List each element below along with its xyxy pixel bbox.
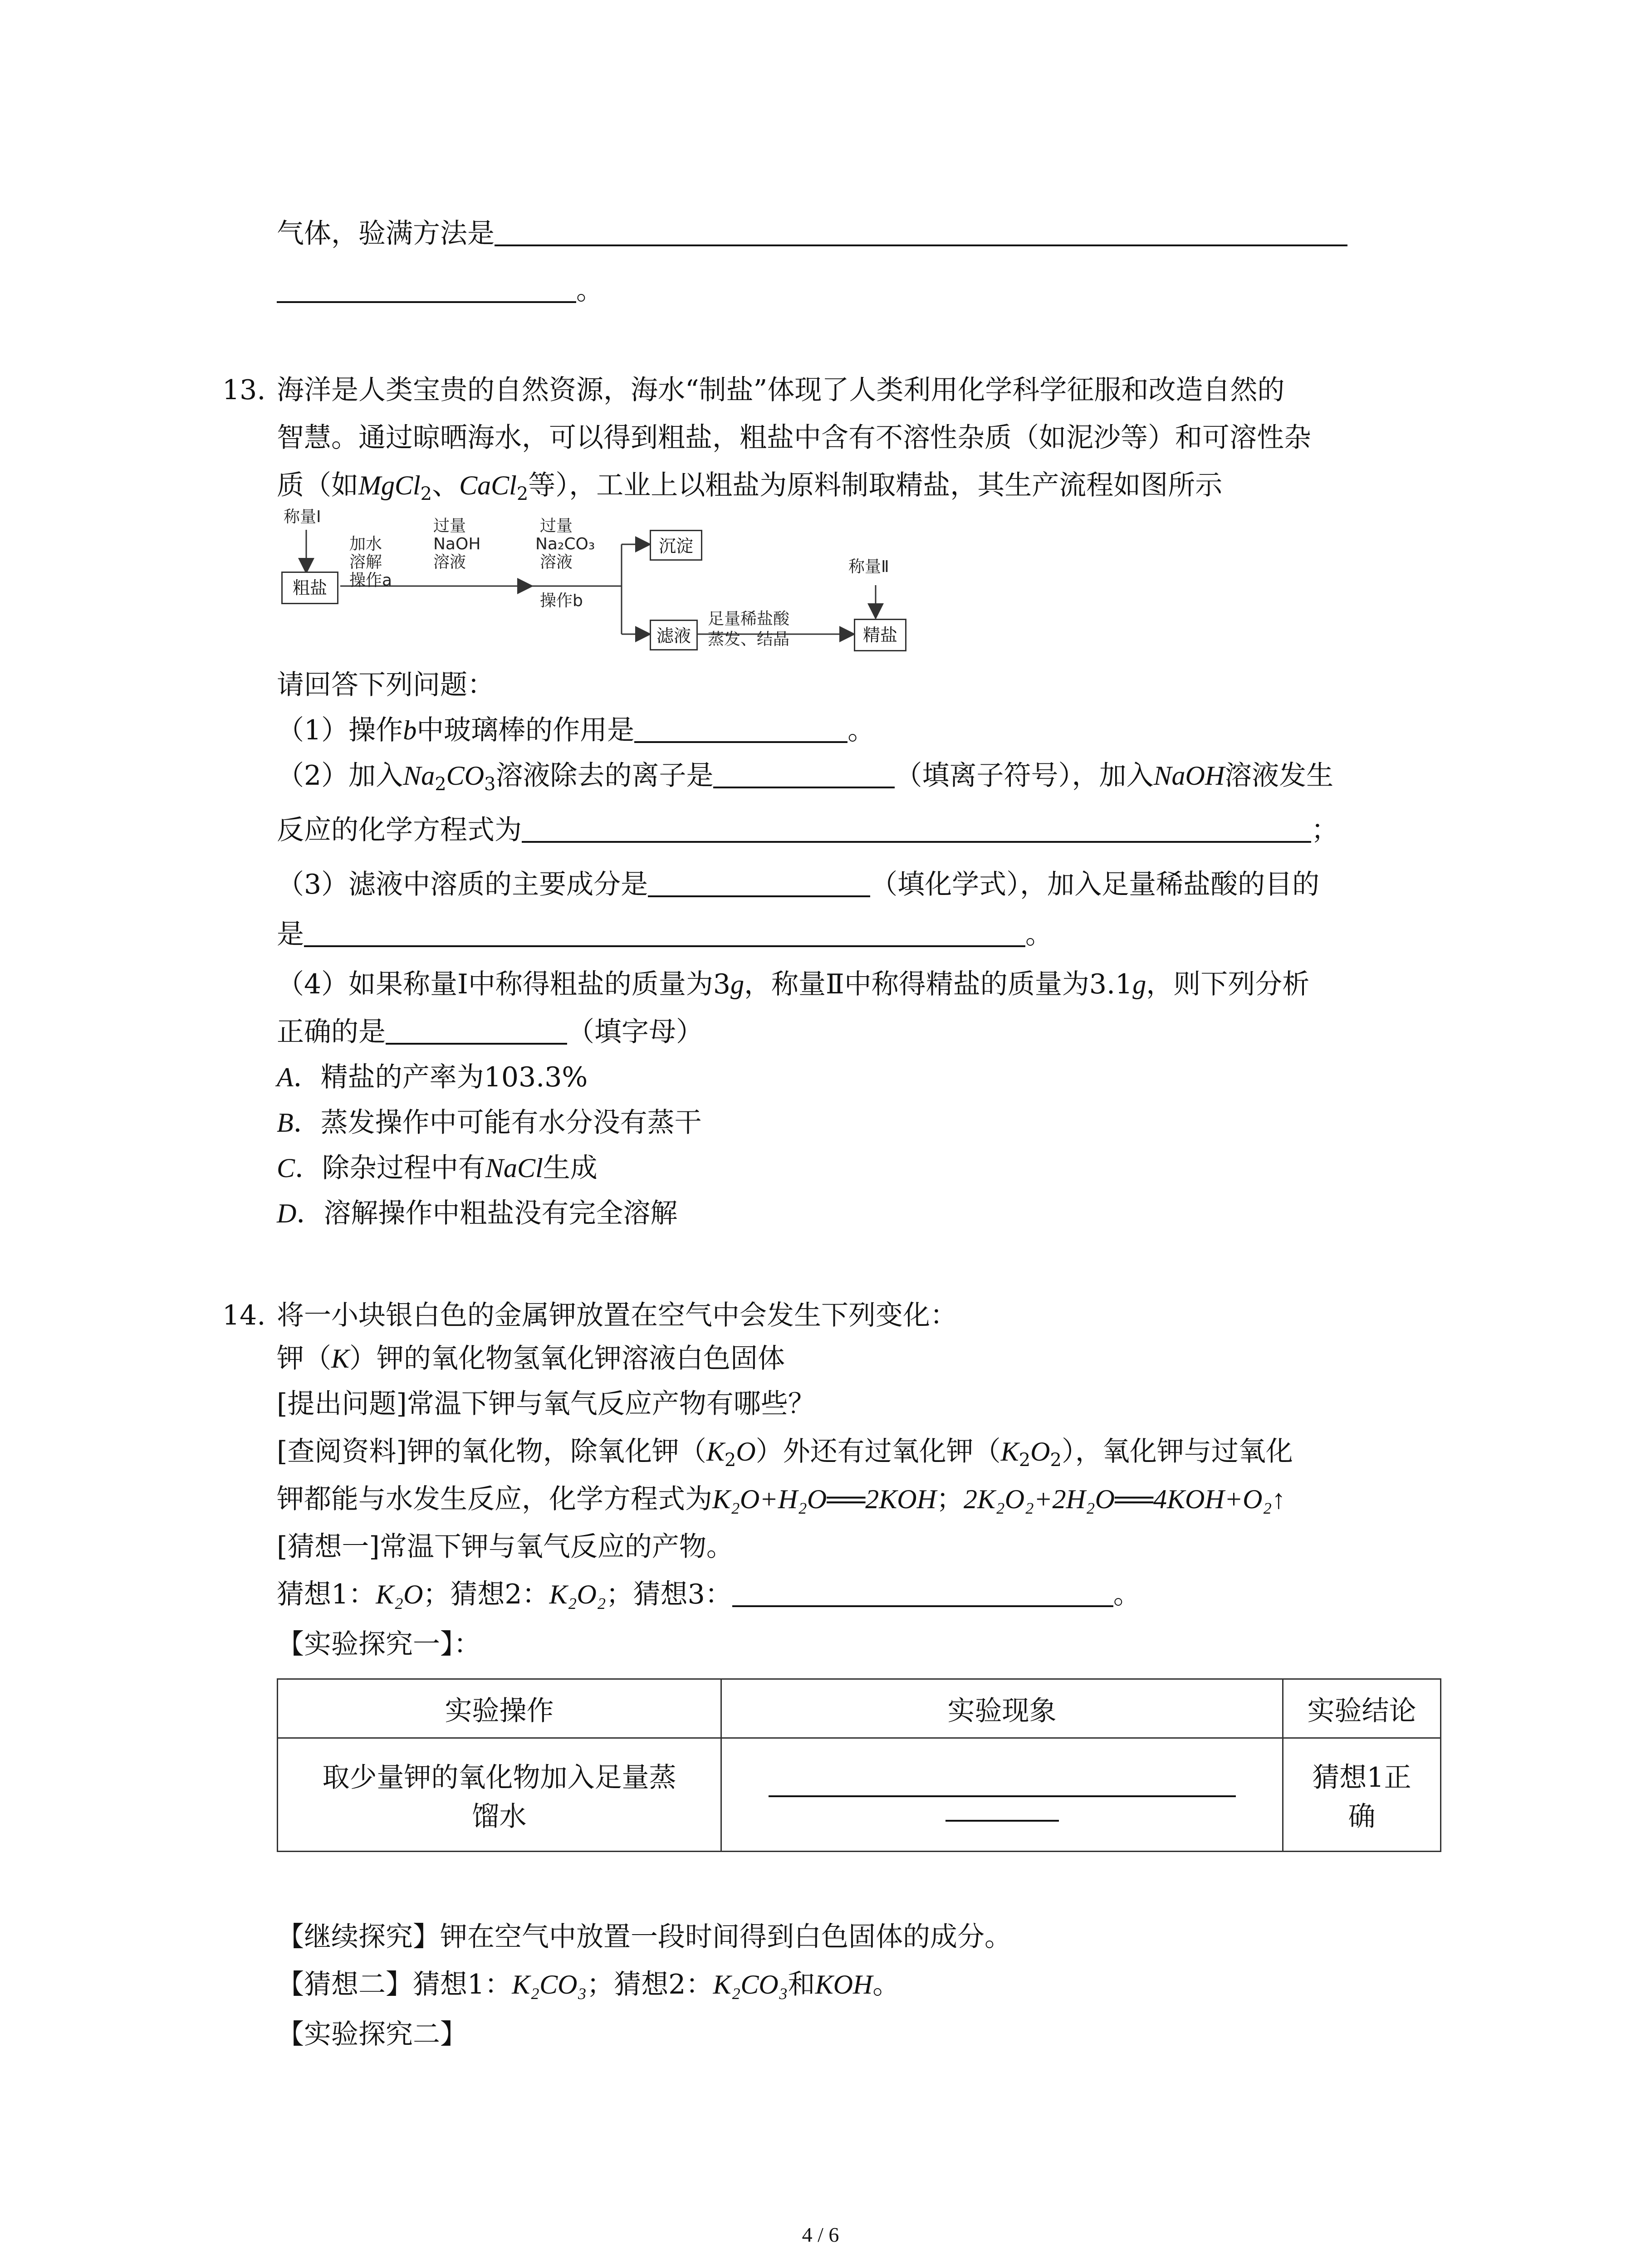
text: 和 <box>788 1969 815 2000</box>
step-label: 过量 <box>433 517 466 535</box>
q13-ask: 请回答下列问题： <box>277 669 495 701</box>
q13-para-1: 海洋是人类宝贵的自然资源，海水“制盐”体现了人类利用化学科学征服和改造自然的 <box>277 374 1285 406</box>
question-13-number: 13. <box>222 374 266 406</box>
formula: NaOH <box>1153 761 1225 791</box>
formula: CaCl <box>459 470 517 500</box>
step-label: 操作a <box>349 571 392 590</box>
refined-salt-box: 精盐 <box>854 619 906 651</box>
text: 。 <box>1113 1579 1141 1610</box>
text: 。 <box>576 274 603 306</box>
text: 猜想1： <box>277 1579 376 1610</box>
q13-sub-4-cont <box>277 1014 703 1050</box>
step-label: 溶液 <box>433 553 466 572</box>
text: 正确的是 <box>277 1016 386 1048</box>
crude-salt-box: 粗盐 <box>281 572 338 604</box>
text: ，则下列分析 <box>1146 968 1310 1000</box>
q13-sub-4 <box>277 966 1309 1002</box>
q14-para-8: 【继续探究】钾在空气中放置一段时间得到白色固体的成分。 <box>277 1921 1012 1953</box>
precipitate-box: 沉淀 <box>650 530 702 561</box>
text: ．精盐的产率为103.3% <box>293 1061 588 1093</box>
table-header: 实验现象 <box>721 1679 1283 1738</box>
text: ；猜想2： <box>423 1579 549 1610</box>
text: ．溶解操作中粗盐没有完全溶解 <box>296 1198 678 1229</box>
text: 。 <box>1025 919 1053 950</box>
q13-sub-3 <box>277 866 1319 903</box>
table-header: 实验结论 <box>1283 1679 1441 1738</box>
formula: K <box>331 1344 350 1374</box>
text: （4）如果称量Ⅰ中称得粗盐的质量为3 <box>277 968 731 1000</box>
conclusion-cell <box>1283 1738 1441 1852</box>
text: 取少量钾的氧化物加入足量蒸 <box>322 1761 676 1794</box>
filtrate-box: 滤液 <box>650 620 698 650</box>
q14-para-6: [猜想一]常温下钾与氧气反应的产物。 <box>277 1531 734 1563</box>
answer-blank[interactable] <box>648 867 870 897</box>
answer-blank[interactable] <box>277 273 576 303</box>
option-letter: B <box>277 1108 294 1138</box>
formula: K₂O₂ <box>549 1579 606 1609</box>
option-b <box>277 1105 702 1141</box>
step-label: 加水 <box>349 535 382 553</box>
q13-sub-3-cont <box>277 916 1053 953</box>
text: 、 <box>432 469 460 501</box>
phenomenon-cell <box>721 1738 1283 1852</box>
formula: O <box>1030 1437 1050 1466</box>
answer-blank[interactable] <box>304 917 1025 947</box>
text: （填离子符号），加入 <box>895 760 1154 792</box>
formula: CO <box>446 761 485 791</box>
text: ；猜想2： <box>587 1969 713 2000</box>
formula: K <box>706 1437 725 1466</box>
subscript: 2 <box>1050 1450 1062 1471</box>
subscript: 2 <box>420 484 432 504</box>
text: 质（如 <box>277 469 358 501</box>
text: 确 <box>1348 1800 1376 1833</box>
text: 【猜想二】猜想1： <box>277 1969 512 2000</box>
answer-blank[interactable] <box>713 758 895 788</box>
experiment-2-heading: 【实验探究二】 <box>277 2019 467 2050</box>
subscript: 2 <box>724 1450 736 1471</box>
text: ．蒸发操作中可能有水分没有蒸干 <box>293 1107 702 1139</box>
answer-blank[interactable] <box>732 1577 1113 1607</box>
formula: KOH <box>815 1970 873 1999</box>
option-letter: D <box>277 1198 297 1228</box>
operation-cell <box>278 1738 721 1852</box>
q14-para-7 <box>277 1576 1141 1613</box>
formula: NaCl <box>485 1153 543 1183</box>
text: 生成 <box>543 1152 598 1184</box>
subscript: 3 <box>484 774 496 795</box>
experiment-1-heading: 【实验探究一】： <box>277 1628 481 1660</box>
q14-para-9 <box>277 1966 900 2003</box>
q14-para-4 <box>277 1433 1293 1470</box>
q13-sub-2 <box>277 758 1333 794</box>
page-number: 4 / 6 <box>802 2223 839 2246</box>
text: （1）操作 <box>277 714 403 746</box>
formula: K₂O <box>376 1579 423 1609</box>
top-line-1 <box>277 215 1347 252</box>
q14-para-2 <box>277 1340 785 1377</box>
text: （2）加入 <box>277 760 403 792</box>
text: ；猜想3： <box>606 1579 732 1610</box>
q13-para-2: 智慧。通过晾晒海水，可以得到粗盐，粗盐中含有不溶性杂质（如泥沙等）和可溶性杂 <box>277 422 1311 454</box>
formula: K <box>1000 1437 1019 1466</box>
step-label: 操作b <box>540 591 583 610</box>
text: （3）滤液中溶质的主要成分是 <box>277 869 648 900</box>
text: ； <box>936 1483 964 1515</box>
equation: K₂O+H₂O══2KOH <box>712 1484 936 1514</box>
step-label: 溶解 <box>349 553 382 572</box>
weigh-2-label: 称量Ⅱ <box>848 557 889 576</box>
text: （填化学式），加入足量稀盐酸的目的 <box>870 869 1320 900</box>
weigh-1-label: 称量Ⅰ <box>284 508 321 526</box>
answer-blank[interactable] <box>522 813 1311 843</box>
text: 中玻璃棒的作用是 <box>416 714 635 746</box>
q14-para-5 <box>277 1481 1285 1517</box>
table-header-row <box>278 1679 1441 1738</box>
subscript: 2 <box>1019 1450 1031 1471</box>
text: 溶液除去的离子是 <box>495 760 714 792</box>
subscript: 2 <box>435 774 446 795</box>
formula: MgCl <box>358 470 421 500</box>
option-a <box>277 1059 588 1095</box>
equation: 2K₂O₂+2H₂O══4KOH+O₂↑ <box>963 1484 1286 1514</box>
formula: O <box>736 1437 756 1466</box>
text: ），氧化钾与过氧化 <box>1061 1436 1293 1467</box>
text: ，称量Ⅱ中称得精盐的质量为3.1 <box>744 968 1133 1000</box>
q14-para-3: [提出问题]常温下钾与氧气反应产物有哪些？ <box>277 1388 815 1420</box>
text: 气体，验满方法是 <box>277 218 495 249</box>
step-label: 过量 <box>540 517 573 535</box>
answer-blank[interactable] <box>634 713 847 743</box>
option-letter: C <box>277 1153 295 1183</box>
step-label: NaOH <box>433 535 481 553</box>
text: 猜想1正 <box>1312 1761 1411 1794</box>
answer-blank[interactable] <box>495 216 1347 246</box>
answer-blank[interactable] <box>386 1015 567 1045</box>
top-line-2 <box>277 272 603 308</box>
question-14-number: 14. <box>222 1300 266 1331</box>
table-row <box>278 1738 1441 1852</box>
option-letter: A <box>277 1062 294 1092</box>
step-label: 溶液 <box>540 553 573 572</box>
unit: g <box>730 969 745 999</box>
formula: Na <box>403 761 435 791</box>
step-label: 蒸发、结晶 <box>708 630 790 649</box>
text: 等），工业上以粗盐为原料制取精盐，其生产流程如图所示 <box>528 469 1223 501</box>
text: （填字母） <box>567 1016 703 1048</box>
formula: K₂CO₃ <box>713 1970 788 1999</box>
unit: g <box>1132 969 1146 999</box>
text: 。 <box>847 714 875 746</box>
option-c <box>277 1150 598 1186</box>
q13-para-3 <box>277 467 1222 503</box>
text: ）外还有过氧化钾（ <box>755 1436 1001 1467</box>
text: 钾都能与水发生反应，化学方程式为 <box>277 1483 712 1515</box>
text: 馏水 <box>472 1800 527 1833</box>
text: 是 <box>277 919 304 950</box>
option-d <box>277 1195 677 1232</box>
experiment-table <box>277 1678 1441 1852</box>
text: 。 <box>872 1969 900 2000</box>
text: 反应的化学方程式为 <box>277 814 522 846</box>
formula: K₂CO₃ <box>512 1970 587 1999</box>
text: 溶液发生 <box>1225 760 1334 792</box>
text: ．除杂过程中有 <box>295 1152 486 1184</box>
step-label: 足量稀盐酸 <box>708 610 790 628</box>
q13-sub-2-cont <box>277 812 1338 848</box>
q14-para-1: 将一小块银白色的金属钾放置在空气中会发生下列变化： <box>277 1300 957 1331</box>
text: ）钾的氧化物氢氧化钾溶液白色固体 <box>349 1343 785 1374</box>
text: ； <box>1311 814 1338 846</box>
answer-blank[interactable] <box>945 1815 1059 1822</box>
answer-blank[interactable] <box>769 1768 1236 1797</box>
text: [查阅资料]钾的氧化物，除氧化钾（ <box>277 1436 706 1467</box>
subscript: 2 <box>516 484 529 504</box>
formula: b <box>403 715 417 745</box>
table-header: 实验操作 <box>278 1679 721 1738</box>
salt-process-flowchart <box>277 508 957 662</box>
text: 钾（ <box>277 1343 331 1374</box>
step-label: Na₂CO₃ <box>535 535 595 553</box>
q13-sub-1 <box>277 712 875 748</box>
